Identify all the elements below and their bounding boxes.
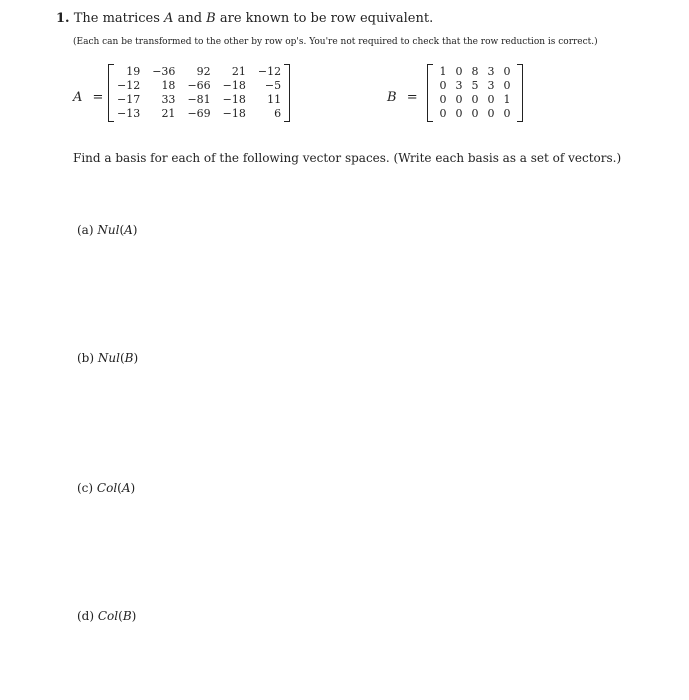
matrix-a-entry: 33 [161,93,176,106]
part-b: (b) Nul(B) [77,351,139,365]
matrix-a-row [117,79,281,93]
matrix-b-entry: 0 [503,65,511,78]
matrix-a-entry: −18 [222,107,246,120]
matrix-a-entry: −17 [117,93,141,106]
matrix-a-entry: −13 [117,107,141,120]
matrix-a-row [117,107,281,121]
matrix-a-entry: −66 [187,79,211,92]
matrix-a-entry: 19 [126,65,141,78]
matrix-b-entry: 0 [439,93,447,106]
matrix-b-entry: 0 [455,93,463,106]
matrix-a-entry: 21 [161,107,176,120]
matrix-b-entry: 3 [487,79,495,92]
matrix-b-entry: 0 [503,107,511,120]
part-c: (c) Col(A) [77,481,136,495]
problem-title: 1. The matrices A and B are known to be row equivalent. [56,11,434,26]
matrix-b-entry: 0 [455,65,463,78]
matrix-b-entry: 3 [487,65,495,78]
instructions: Find a basis for each of the following vector spaces. (Write each basis as a set of vectors.) [73,151,622,165]
matrix-a-entry: −69 [187,107,211,120]
matrix-a-entry: 6 [274,107,282,120]
matrix-b-entry: 0 [471,93,479,106]
matrix-b-entry: 0 [487,107,495,120]
matrix-a-row [117,65,281,79]
matrix-b-label: B = [387,90,418,105]
matrix-b-row [435,93,515,107]
matrix-a-entry: −18 [222,93,246,106]
matrix-b-row [435,65,515,79]
matrix-b-entry: 5 [471,79,479,92]
matrix-b-entry: 0 [455,107,463,120]
matrix-a-entry: 21 [231,65,246,78]
matrix-a-label: A = [73,90,104,105]
matrix-a-entry: 18 [161,79,176,92]
matrix-a-entry: 11 [267,93,282,106]
matrix-b-entry: 0 [503,79,511,92]
matrix-b-entry: 0 [439,107,447,120]
matrix-b-entry: 0 [487,93,495,106]
part-a: (a) Nul(A) [77,223,138,237]
matrix-b-entry: 1 [503,93,511,106]
matrix-b-entry: 8 [471,65,479,78]
part-d: (d) Col(B) [77,609,137,623]
problem-number: 1. [56,11,70,26]
matrix-b-row [435,107,515,121]
matrix-b-entry: 3 [455,79,463,92]
matrix-a-entry: −12 [117,79,141,92]
matrix-a-entry: −36 [152,65,176,78]
matrix-a-entry: −12 [257,65,282,78]
matrix-a-entry: −81 [187,93,211,106]
matrix-a-entry: −5 [264,79,282,92]
matrix-a [108,64,290,122]
matrix-a-row [117,93,281,107]
matrix-a-entry: 92 [196,65,211,78]
matrix-b [427,64,523,122]
matrix-b-entry: 1 [439,65,447,78]
problem-note: (Each can be transformed to the other by row op's. You're not required to check that the row reduction is correct.) [73,37,598,47]
matrix-a-entry: −18 [222,79,246,92]
matrix-b-row [435,79,515,93]
matrix-b-entry: 0 [471,107,479,120]
matrix-b-entry: 0 [439,79,447,92]
